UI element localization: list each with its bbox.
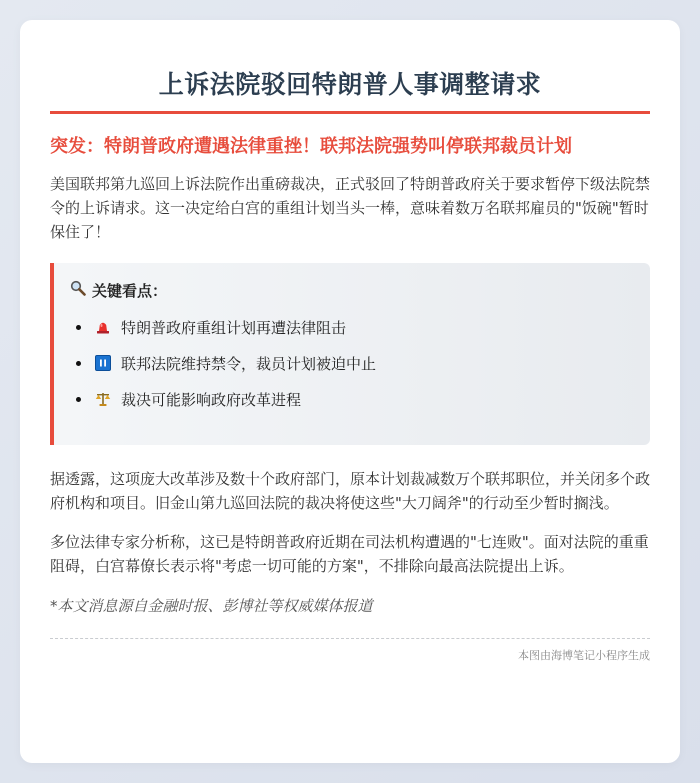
list-item bbox=[70, 387, 630, 411]
body-paragraph-2: 据透露，这项庞大改革涉及数十个政府部门，原本计划裁减数万个联邦职位，并关闭多个政府机构和项目。旧金山第九巡回法院的裁决将使这些"大刀阔斧"的行动至少暂时搁浅。 bbox=[50, 470, 651, 512]
intro-paragraph: 美国联邦第九巡回上诉法院作出重磅裁决，正式驳回了特朗普政府关于要求暂停下级法院禁令的上诉请求。这一决定给白宫的重组计划当头一棒，意味着数万名联邦雇员的"饭碗"暂时保住了！ bbox=[50, 175, 651, 241]
page-title: 上诉法院驳回特朗普人事调整请求 bbox=[158, 70, 542, 99]
list-item bbox=[70, 315, 630, 339]
key-points-title: 关键看点： bbox=[92, 281, 168, 300]
key-point-text: 裁决可能影响政府改革进程 bbox=[121, 390, 302, 409]
key-point-text: 联邦法院维持禁令，裁员计划被迫中止 bbox=[121, 354, 377, 373]
footer-divider bbox=[50, 638, 650, 639]
scales-icon bbox=[95, 391, 111, 407]
bullet bbox=[76, 361, 81, 366]
generator-credit: 本图由海博笔记小程序生成 bbox=[518, 649, 650, 662]
headline-subtitle: 突发：特朗普政府遭遇法律重挫！联邦法院强势叫停联邦裁员计划 bbox=[50, 136, 572, 157]
title-divider bbox=[50, 111, 650, 114]
key-points-heading bbox=[70, 277, 630, 303]
pause-icon bbox=[95, 355, 111, 371]
bullet bbox=[76, 325, 81, 330]
key-points-list bbox=[70, 315, 630, 411]
source-note: *本文消息源自金融时报、彭博社等权威媒体报道 bbox=[50, 597, 373, 615]
magnifier-icon bbox=[70, 280, 86, 300]
list-item bbox=[70, 351, 630, 375]
bullet bbox=[76, 397, 81, 402]
key-point-text: 特朗普政府重组计划再遭法律阻击 bbox=[121, 318, 347, 337]
siren-icon bbox=[95, 319, 111, 335]
article-card bbox=[20, 20, 680, 763]
key-points-box bbox=[50, 263, 650, 445]
body-paragraph-3: 多位法律专家分析称，这已是特朗普政府近期在司法机构遭遇的"七连败"。面对法院的重重阻碍，白宫幕僚长表示将"考虑一切可能的方案"，不排除向最高法院提出上诉。 bbox=[50, 533, 649, 575]
